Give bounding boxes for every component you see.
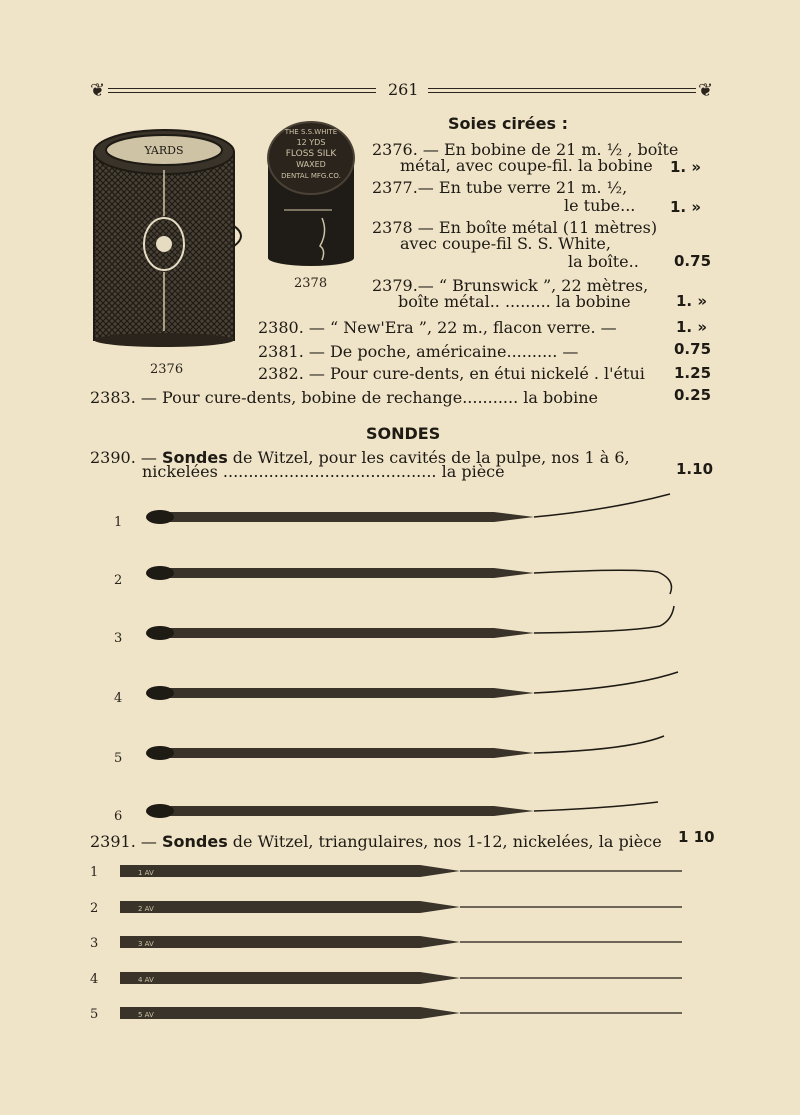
probe-2391-2-number: 2 [90,901,99,916]
price-2379: 1. » [676,292,708,310]
tin-label-line-1: THE S.S.WHITE [284,128,338,136]
item-2382: 2382. — Pour cure-dents, en étui nickelé . l'étui [258,364,645,383]
caption-2376: 2376 [150,362,184,377]
price-2382: 1.25 [674,364,712,382]
item-2380: 2380. — “ New'Era ”, 22 m., flacon verre. — [258,318,617,337]
tin-2378-illustration [262,118,362,268]
item-2391-bold: Sondes [161,832,228,851]
item-2378-line2: avec coupe-fil S. S. White, [400,234,611,253]
probe-2391-1-mark: 1 AV [138,869,154,877]
probe-2390-5-number: 5 [114,751,123,766]
probe-2390-4 [114,672,678,706]
probe-2391-3-mark: 3 AV [138,940,154,948]
probe-2390-1-number: 1 [114,515,123,530]
item-2391-rest: de Witzel, triangulaires, nos 1-12, nickelées, la pièce [227,832,662,851]
item-2377-line1: 2377.— En tube verre 21 m. ½, [372,178,628,197]
item-2390-line2: nickelées .......................................... la pièce [142,462,505,481]
price-2390: 1.10 [676,460,714,478]
item-2379-line1: 2379.— “ Brunswick ”, 22 mètres, [372,276,649,295]
probe-2391-3-number: 3 [90,936,99,951]
probe-2390-2-number: 2 [114,573,123,588]
probe-2391-1-number: 1 [90,865,99,880]
page-number: 261 [388,80,419,99]
probe-2390-1 [114,494,670,530]
item-2376-line1: 2376. — En bobine de 21 m. ½ , boîte [372,140,679,159]
tin-label-line-2: 12 YDS [296,138,326,147]
item-2391 [90,832,662,852]
spool-2376-illustration [88,126,250,348]
probe-2391-5-number: 5 [90,1007,99,1022]
tin-label-line-5: DENTAL MFG.CO. [281,172,341,180]
item-2391-prefix: 2391. — [90,832,162,851]
probes-2391-illustration [86,856,690,1028]
probe-2390-6-number: 6 [114,809,123,824]
item-2390-bold: Sondes [161,448,228,467]
silk-heading: Soies cirées : [448,114,568,133]
probe-2390-3-number: 3 [114,631,123,646]
item-2390-rest: de Witzel, pour les cavités de la pulpe, nos 1 à 6, [227,448,630,467]
right-ornament-icon: ❦ [698,80,714,101]
price-2377: 1. » [670,198,702,216]
item-2379-line2: boîte métal.. ......... la bobine [398,292,631,311]
price-2381: 0.75 [674,340,712,358]
probe-2391-1 [90,865,682,880]
spool-label: YARDS [144,144,184,157]
probe-2391-2-mark: 2 AV [138,905,154,913]
probe-2391-4-mark: 4 AV [138,976,154,984]
probe-2391-4 [90,972,682,987]
price-2391: 1 10 [678,828,715,846]
caption-2378: 2378 [294,276,328,291]
sondes-heading: SONDES [366,424,441,443]
probe-2391-3 [90,936,682,951]
header-rule-left [108,88,376,93]
price-2378: 0.75 [674,252,712,270]
price-2380: 1. » [676,318,708,336]
header-rule-right [428,88,696,93]
probe-2391-5 [90,1007,682,1022]
item-2378-line3: la boîte.. [568,252,639,271]
item-2390-prefix: 2390. — [90,448,162,467]
probes-2390-illustration [110,490,690,830]
item-2377-line2: le tube... [564,196,636,215]
probe-2390-3 [114,606,674,646]
probe-2391-4-number: 4 [90,972,99,987]
probe-2390-6 [114,802,658,824]
item-2383: 2383. — Pour cure-dents, bobine de rechange........... la bobine [90,388,598,407]
price-2376: 1. » [670,158,702,176]
probe-2391-5-mark: 5 AV [138,1011,154,1019]
probe-2391-2 [90,901,682,916]
price-2383: 0.25 [674,386,712,404]
item-2378-line1: 2378 — En boîte métal (11 mètres) [372,218,658,237]
tin-label-line-3: FLOSS SILK [285,149,337,159]
item-2376-line2: métal, avec coupe-fil. la bobine [400,156,653,175]
probe-2390-2 [114,566,672,594]
probe-2390-4-number: 4 [114,691,123,706]
left-ornament-icon: ❦ [90,80,106,101]
probe-2390-5 [114,736,664,766]
item-2381: 2381. — De poche, américaine.......... — [258,342,579,361]
tin-label-line-4: WAXED [296,160,326,169]
